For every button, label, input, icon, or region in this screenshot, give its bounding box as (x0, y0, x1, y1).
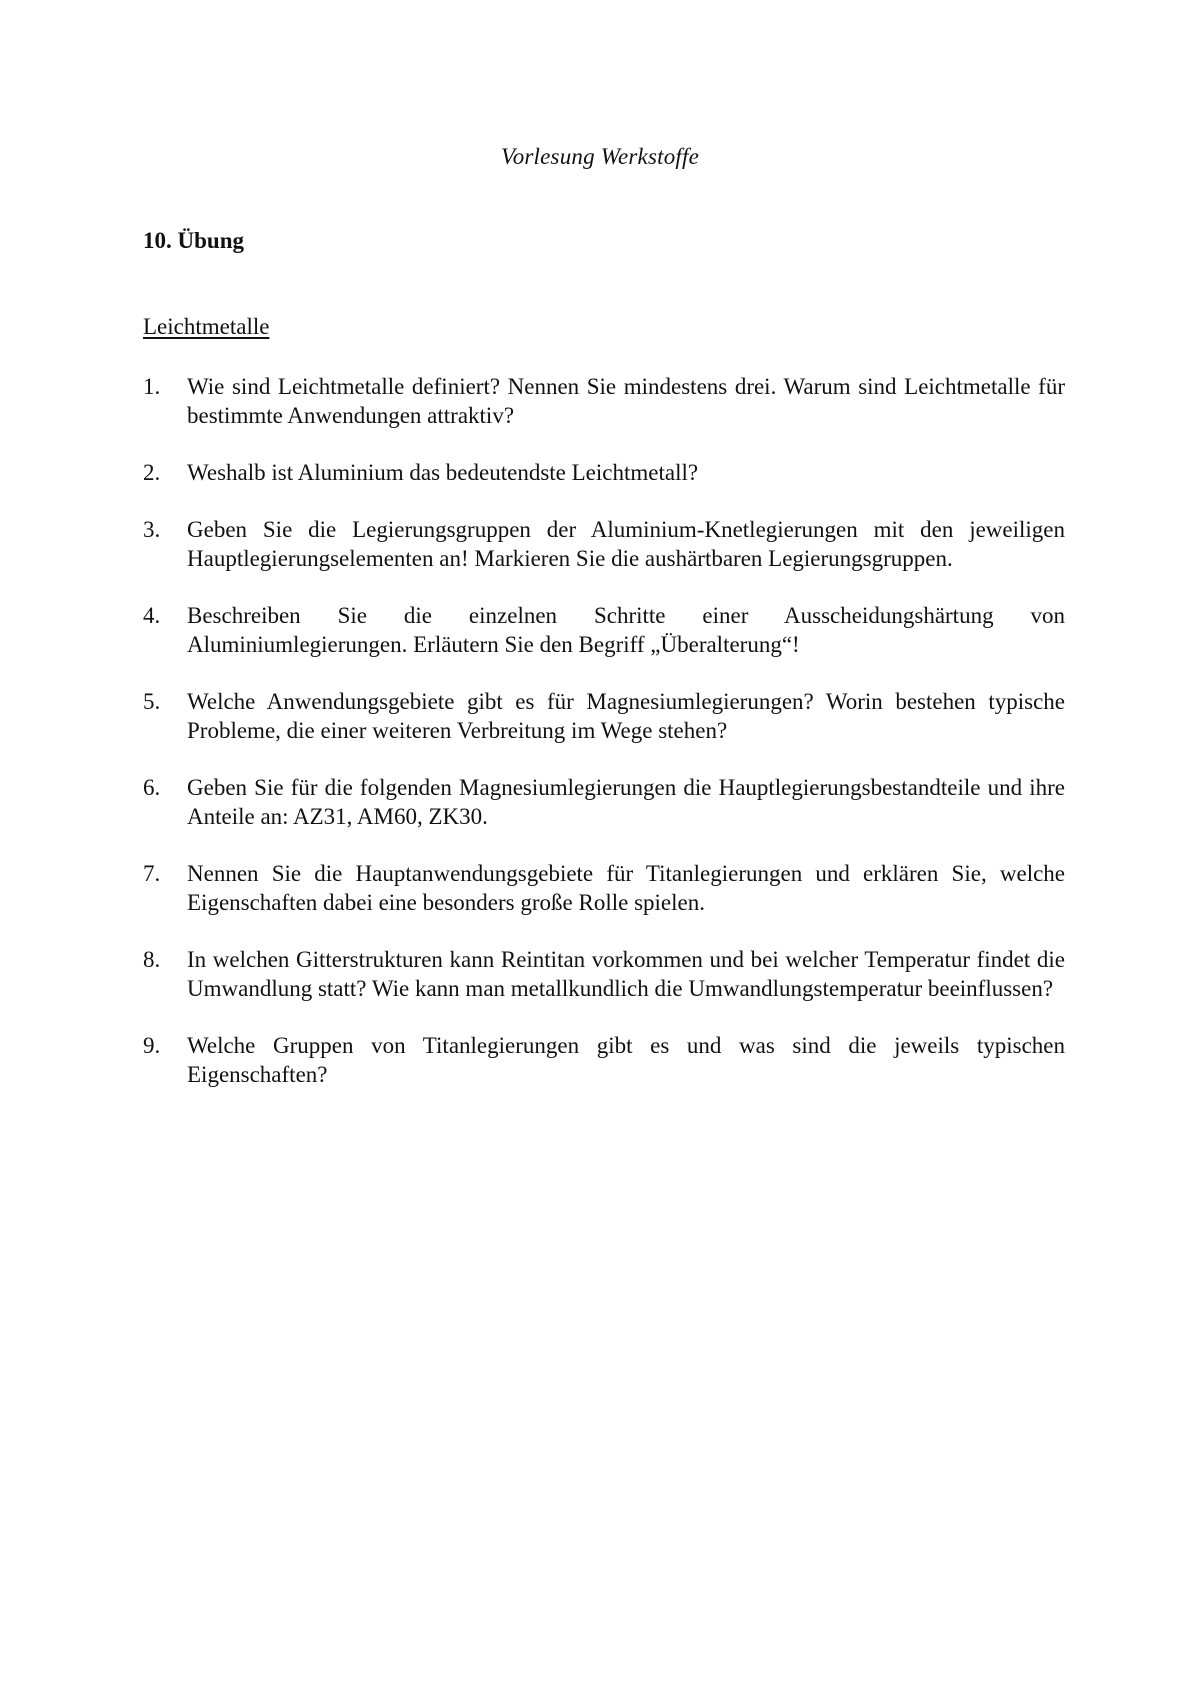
question-text: Welche Gruppen von Titanlegierungen gibt es und was sind die jeweils typischen Eigenschaften? (187, 1033, 1065, 1087)
page-header: Vorlesung Werkstoffe (501, 144, 699, 169)
question-text: Nennen Sie die Hauptanwendungsgebiete für Titanlegierungen und erklären Sie, welche Eigenschaften dabei eine besonders große Rolle spielen. (187, 861, 1065, 915)
question-text: Geben Sie die Legierungsgruppen der Aluminium-Knetlegierungen mit den jeweiligen Hauptlegierungselementen an! Markieren Sie die aushärtbaren Legierungsgruppen. (187, 517, 1065, 571)
question-item (143, 458, 1065, 487)
question-list (143, 372, 1065, 1117)
question-item (143, 859, 1065, 917)
question-text: Geben Sie für die folgenden Magnesiumlegierungen die Hauptlegierungsbestandteile und ihre Anteile an: AZ31, AM60, ZK30. (187, 775, 1065, 829)
question-item (143, 687, 1065, 745)
question-item (143, 773, 1065, 831)
question-number: 3. (143, 517, 161, 542)
question-text: Beschreiben Sie die einzelnen Schritte einer Ausscheidungshärtung von Aluminiumlegierungen. Erläutern Sie den Begriff „Überalterung“! (187, 603, 1065, 657)
question-item (143, 945, 1065, 1003)
question-text: Welche Anwendungsgebiete gibt es für Magnesiumlegierungen? Worin bestehen typische Probleme, die einer weiteren Verbreitung im Wege stehen? (187, 689, 1065, 743)
question-item (143, 515, 1065, 573)
question-number: 6. (143, 775, 161, 800)
question-item (143, 372, 1065, 430)
exercise-title: 10. Übung (143, 228, 244, 253)
section-title: Leichtmetalle (143, 314, 270, 339)
question-number: 8. (143, 947, 161, 972)
question-number: 2. (143, 460, 161, 485)
question-item (143, 601, 1065, 659)
question-text: Weshalb ist Aluminium das bedeutendste Leichtmetall? (187, 460, 699, 485)
question-number: 7. (143, 861, 161, 886)
question-number: 1. (143, 374, 161, 399)
question-number: 9. (143, 1033, 161, 1058)
question-item (143, 1031, 1065, 1089)
question-text: Wie sind Leichtmetalle definiert? Nennen Sie mindestens drei. Warum sind Leichtmetalle für bestimmte Anwendungen attraktiv? (187, 374, 1065, 428)
question-text: In welchen Gitterstrukturen kann Reintitan vorkommen und bei welcher Temperatur findet die Umwandlung statt? Wie kann man metallkundlich die Umwandlungstemperatur beeinflussen? (187, 947, 1065, 1001)
question-number: 5. (143, 689, 161, 714)
question-number: 4. (143, 603, 161, 628)
